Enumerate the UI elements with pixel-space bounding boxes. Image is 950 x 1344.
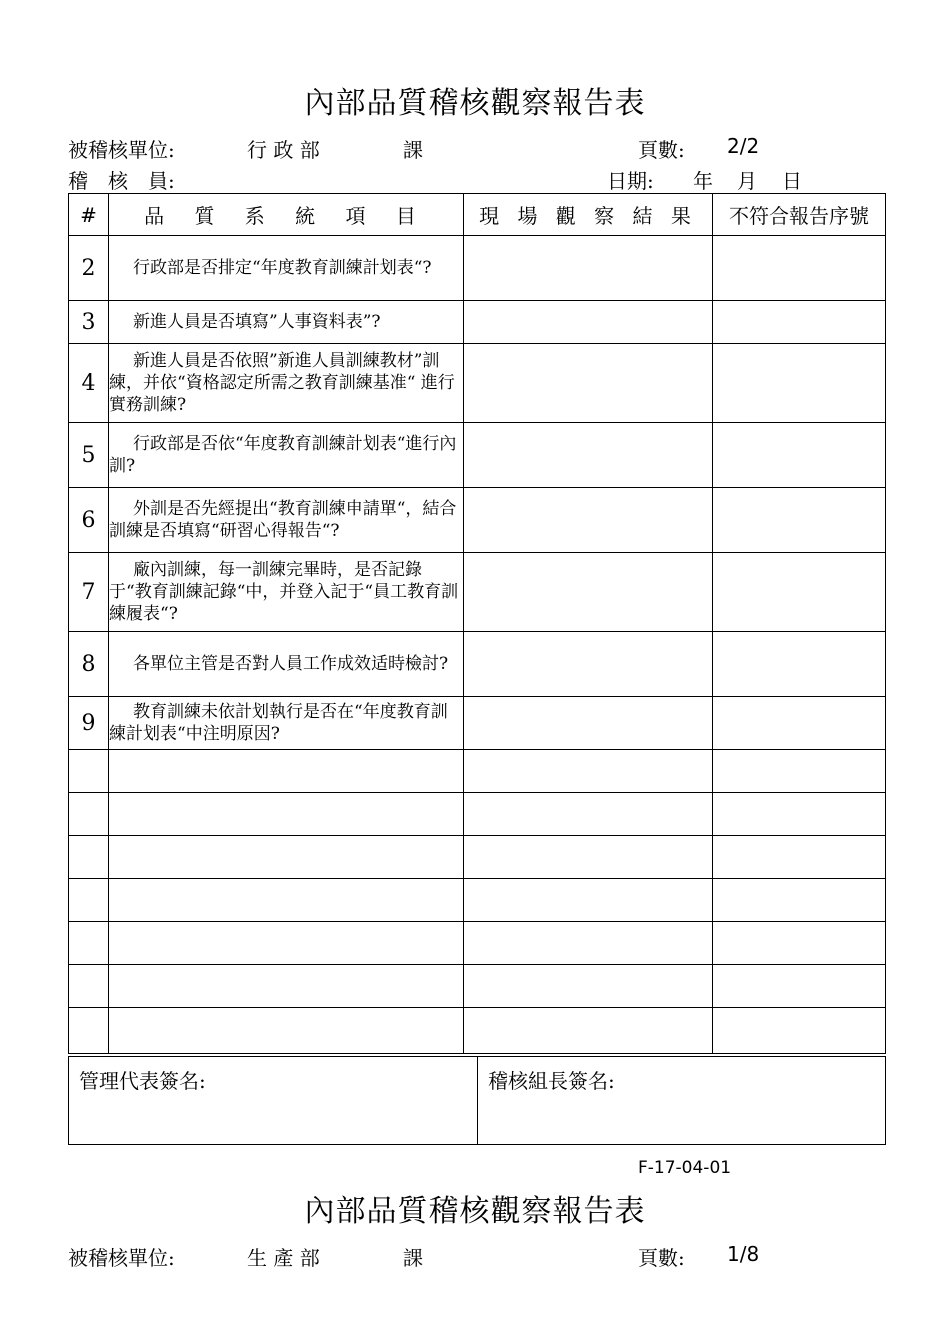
ncr-cell[interactable]	[713, 423, 886, 488]
empty-cell[interactable]	[464, 793, 713, 836]
page-count-value: 2/2	[727, 134, 760, 158]
empty-cell[interactable]	[464, 922, 713, 965]
empty-row	[69, 922, 886, 965]
empty-row	[69, 750, 886, 793]
signature-table	[68, 1056, 886, 1145]
row-item: 新進人員是否填寫”人事資料表”?	[109, 301, 464, 344]
page2-audited-unit-label: 被稽核單位:	[68, 1246, 175, 1270]
table-header-row	[69, 194, 886, 236]
empty-cell[interactable]	[713, 1008, 886, 1054]
row-number: 8	[69, 632, 109, 697]
empty-cell[interactable]	[713, 879, 886, 922]
ncr-cell[interactable]	[713, 697, 886, 750]
empty-cell[interactable]	[109, 1008, 464, 1054]
observation-cell[interactable]	[464, 553, 713, 632]
empty-cell[interactable]	[464, 1008, 713, 1054]
observation-cell[interactable]	[464, 301, 713, 344]
table-row	[69, 301, 886, 344]
mgmt-rep-signature-label: 管理代表簽名:	[79, 1069, 206, 1093]
empty-row	[69, 879, 886, 922]
empty-cell[interactable]	[713, 836, 886, 879]
date-month-label: 月	[737, 169, 757, 193]
empty-row	[69, 1008, 886, 1054]
row-number: 6	[69, 488, 109, 553]
empty-cell[interactable]	[713, 922, 886, 965]
row-number: 2	[69, 236, 109, 301]
empty-cell[interactable]	[69, 750, 109, 793]
empty-cell[interactable]	[713, 965, 886, 1008]
row-number: 5	[69, 423, 109, 488]
page-count-label: 頁數:	[638, 138, 685, 162]
table-row	[69, 423, 886, 488]
page2-page-count-label: 頁數:	[638, 1246, 685, 1270]
row-item: 新進人員是否依照”新進人員訓練教材”訓練，并依“資格認定所需之教育訓練基准“ 進行實務訓練?	[109, 344, 464, 423]
empty-row	[69, 793, 886, 836]
page2-page-count-value: 1/8	[727, 1242, 760, 1266]
date-label: 日期:	[607, 169, 654, 193]
auditor-label: 稽 核 員:	[68, 169, 175, 193]
row-item: 行政部是否排定“年度教育訓練計划表“?	[109, 236, 464, 301]
row-number: 9	[69, 697, 109, 750]
empty-cell[interactable]	[69, 793, 109, 836]
empty-cell[interactable]	[109, 965, 464, 1008]
observation-table	[68, 193, 886, 1054]
col-header-ncr-number: 不符合報告序號	[713, 194, 886, 236]
row-number: 7	[69, 553, 109, 632]
page2-title: 內部品質稽核觀察報告表	[304, 1194, 646, 1229]
row-item: 教育訓練未依計划執行是否在“年度教育訓練計划表“中注明原因?	[109, 697, 464, 750]
page2-section-label: 課	[403, 1246, 423, 1270]
empty-cell[interactable]	[69, 922, 109, 965]
team-leader-signature-label: 稽核組長簽名:	[488, 1069, 615, 1093]
table-row	[69, 697, 886, 750]
empty-cell[interactable]	[69, 1008, 109, 1054]
table-row	[69, 553, 886, 632]
observation-cell[interactable]	[464, 697, 713, 750]
observation-cell[interactable]	[464, 344, 713, 423]
audited-dept: 行 政 部	[247, 138, 320, 162]
page2-audited-dept: 生 產 部	[247, 1246, 320, 1270]
row-item: 外訓是否先經提出“教育訓練申請單“，結合訓練是否填寫“研習心得報告“?	[109, 488, 464, 553]
mgmt-rep-signature-box[interactable]	[69, 1057, 478, 1145]
empty-cell[interactable]	[109, 836, 464, 879]
empty-cell[interactable]	[464, 836, 713, 879]
empty-cell[interactable]	[109, 793, 464, 836]
empty-cell[interactable]	[464, 879, 713, 922]
date-day-label: 日	[782, 169, 802, 193]
empty-cell[interactable]	[713, 750, 886, 793]
col-header-number: #	[69, 194, 109, 236]
row-number: 3	[69, 301, 109, 344]
ncr-cell[interactable]	[713, 236, 886, 301]
table-row	[69, 488, 886, 553]
observation-cell[interactable]	[464, 423, 713, 488]
empty-cell[interactable]	[69, 836, 109, 879]
empty-row	[69, 965, 886, 1008]
col-header-quality-item: 品 質 系 統 項 目	[109, 194, 464, 236]
row-item: 廠內訓練，每一訓練完畢時，是否記錄于“教育訓練記錄“中，并登入記于“員工教育訓練履表“?	[109, 553, 464, 632]
col-header-observation: 現 場 觀 察 結 果	[464, 194, 713, 236]
empty-cell[interactable]	[109, 879, 464, 922]
ncr-cell[interactable]	[713, 344, 886, 423]
empty-cell[interactable]	[713, 793, 886, 836]
date-year-label: 年	[693, 169, 713, 193]
section-label: 課	[403, 138, 423, 162]
audited-unit-label: 被稽核單位:	[68, 138, 175, 162]
observation-cell[interactable]	[464, 632, 713, 697]
page-title: 內部品質稽核觀察報告表	[304, 86, 646, 121]
row-item: 各單位主管是否對人員工作成效适時檢討?	[109, 632, 464, 697]
table-row	[69, 632, 886, 697]
observation-cell[interactable]	[464, 236, 713, 301]
empty-row	[69, 836, 886, 879]
ncr-cell[interactable]	[713, 301, 886, 344]
empty-cell[interactable]	[464, 965, 713, 1008]
form-code: F-17-04-01	[638, 1158, 732, 1178]
ncr-cell[interactable]	[713, 632, 886, 697]
table-row	[69, 344, 886, 423]
observation-cell[interactable]	[464, 488, 713, 553]
empty-cell[interactable]	[464, 750, 713, 793]
row-number: 4	[69, 344, 109, 423]
empty-cell[interactable]	[109, 922, 464, 965]
ncr-cell[interactable]	[713, 553, 886, 632]
row-item: 行政部是否依“年度教育訓練計划表“進行內訓?	[109, 423, 464, 488]
empty-cell[interactable]	[109, 750, 464, 793]
table-row	[69, 236, 886, 301]
ncr-cell[interactable]	[713, 488, 886, 553]
team-leader-signature-box[interactable]	[478, 1057, 886, 1145]
empty-cell[interactable]	[69, 965, 109, 1008]
empty-cell[interactable]	[69, 879, 109, 922]
